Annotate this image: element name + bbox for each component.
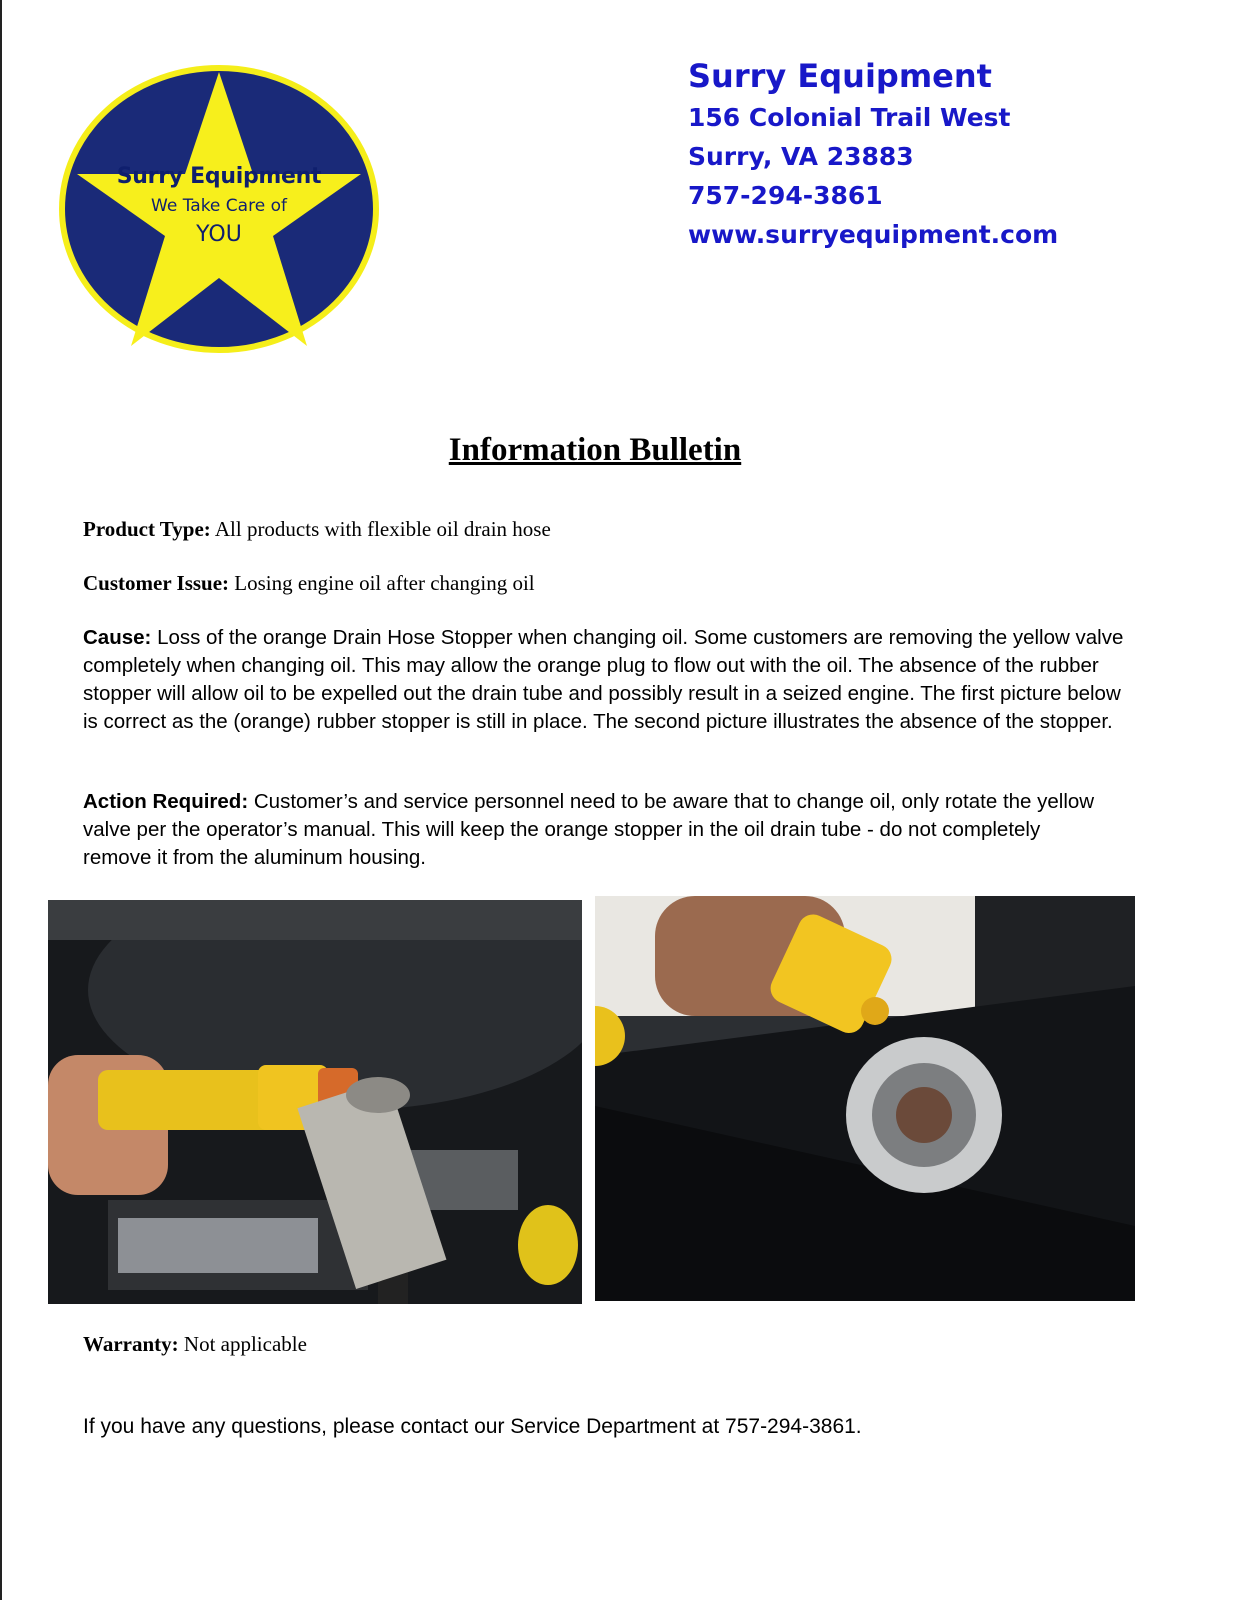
customer-issue-label: Customer Issue: <box>83 571 230 595</box>
cause <box>83 624 1138 736</box>
logo-slogan-you: YOU <box>196 222 242 247</box>
customer-issue <box>83 569 1143 597</box>
company-website[interactable]: www.surryequipment.com <box>688 220 1059 249</box>
company-logo <box>57 64 381 354</box>
logo-company-name: Surry Equipment <box>116 164 322 189</box>
company-info <box>688 56 1058 254</box>
product-type <box>83 515 1143 543</box>
action-required-label: Action Required: <box>83 790 249 813</box>
warranty-label: Warranty: <box>83 1332 179 1356</box>
company-name: Surry Equipment <box>688 57 992 95</box>
logo-slogan: We Take Care of <box>151 196 287 216</box>
footer-contact: If you have any questions, please contact our Service Department at 757-294-3861. <box>83 1415 862 1438</box>
action-required-value: Customer’s and service personnel need to be aware that to change oil, only rotate the yellow valve per the operator’s manual. This will keep the orange stopper in the oil drain tube - do not completely remove it from the aluminum housing. <box>83 790 1095 869</box>
cause-label: Cause: <box>83 626 152 649</box>
page-title: Information Bulletin <box>448 432 742 468</box>
warranty-value: Not applicable <box>183 1332 307 1356</box>
company-address-street: 156 Colonial Trail West <box>688 103 1011 132</box>
customer-issue-value: Losing engine oil after changing oil <box>234 571 535 595</box>
company-address-city: Surry, VA 23883 <box>688 142 914 171</box>
company-phone[interactable]: 757-294-3861 <box>688 181 883 210</box>
product-type-label: Product Type: <box>83 517 211 541</box>
warranty <box>83 1330 1143 1358</box>
action-required <box>83 788 1103 872</box>
cause-value: Loss of the orange Drain Hose Stopper when changing oil. Some customers are removing the yellow valve completely when changing oil. This may allow the orange plug to flow out with the oil. The absence of the rubber stopper will allow oil to be expelled out the drain tube and possibly result in a seized engine. The first picture below is correct as the (orange) rubber stopper is still in place. The second picture illustrates the absence of the stopper. <box>83 626 1124 733</box>
page-border <box>0 0 2 1600</box>
product-type-value: All products with flexible oil drain hose <box>214 517 551 541</box>
photo-stopper-in-place <box>48 900 582 1304</box>
photo-stopper-missing <box>595 896 1135 1301</box>
